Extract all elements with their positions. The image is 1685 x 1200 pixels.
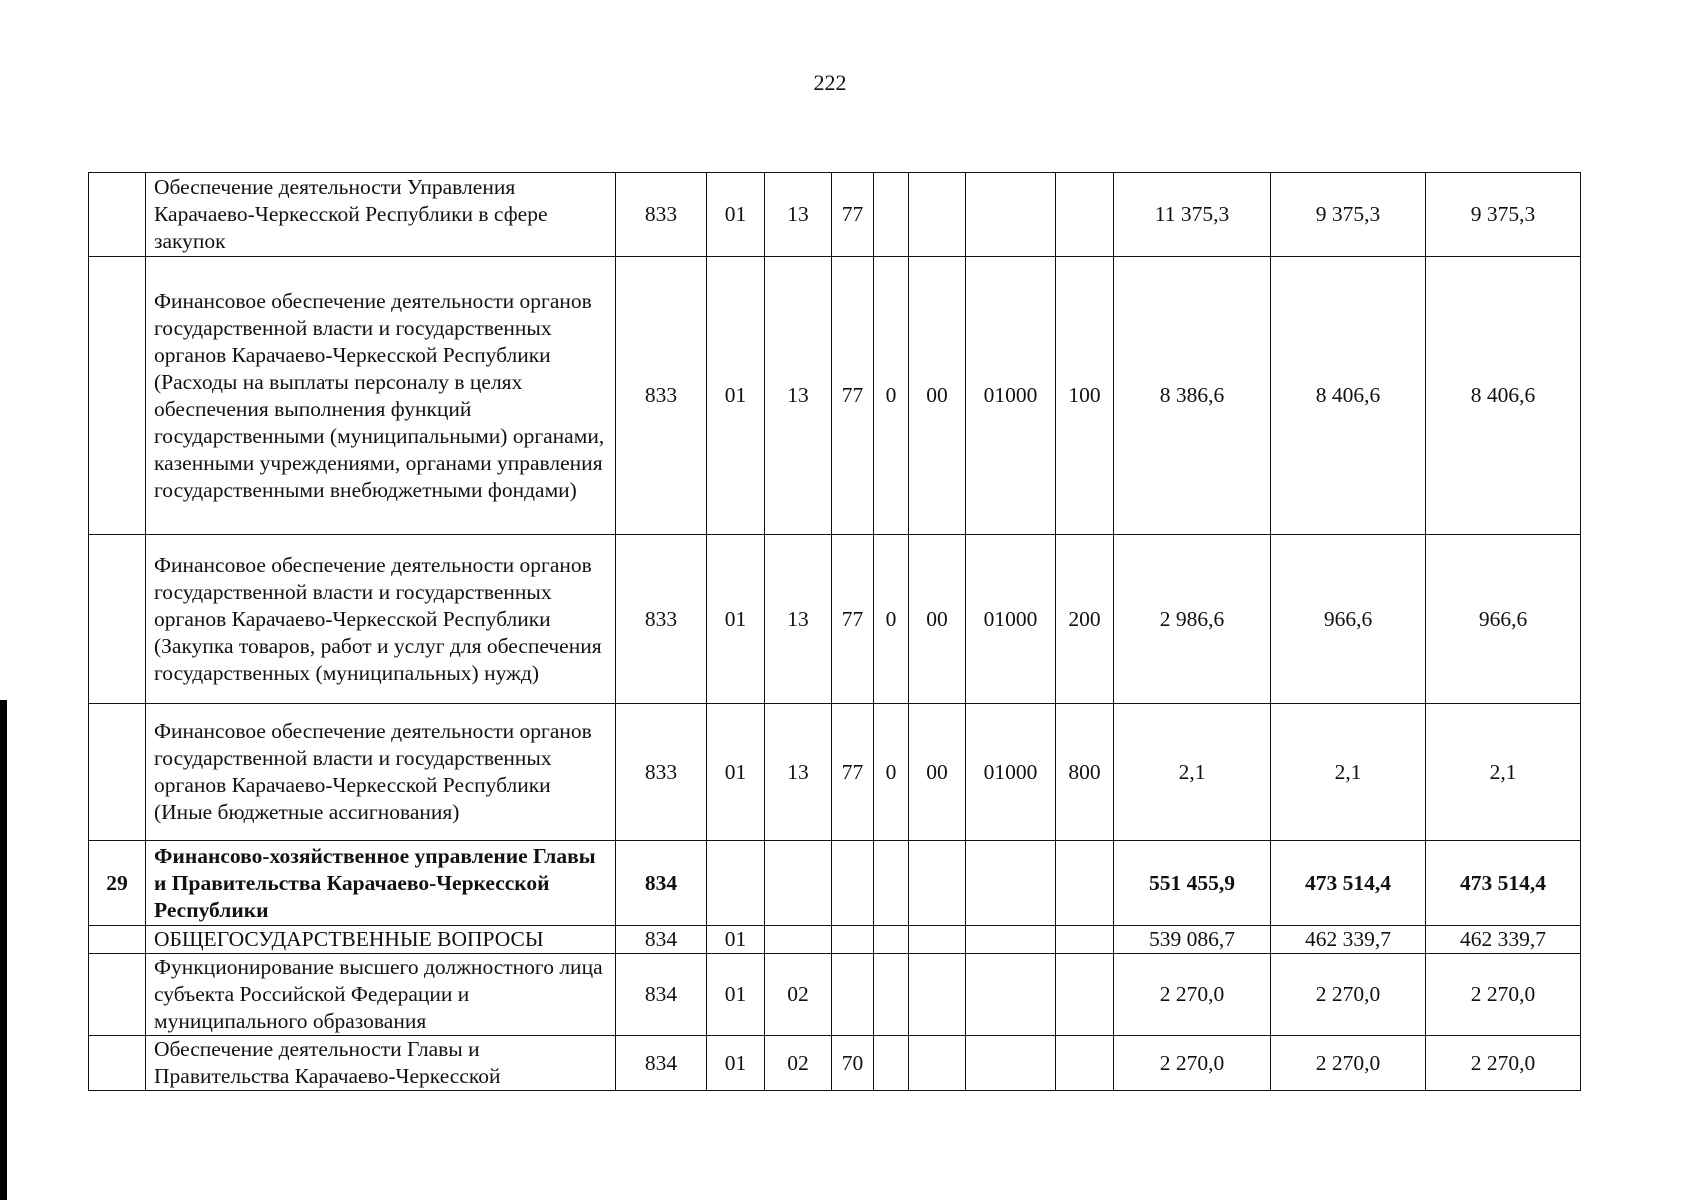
section-code: 01 xyxy=(707,535,765,704)
amount-year-3: 966,6 xyxy=(1426,535,1581,704)
subprogram-code: 0 xyxy=(874,535,909,704)
program-code xyxy=(832,841,874,926)
amount-year-1: 11 375,3 xyxy=(1114,173,1271,257)
row-description: Обеспечение деятельности Главы и Правительства Карачаево-Черкесской xyxy=(146,1036,616,1091)
amount-year-2: 966,6 xyxy=(1271,535,1426,704)
section-code xyxy=(707,841,765,926)
expense-type-code xyxy=(1056,954,1114,1036)
section-code: 01 xyxy=(707,257,765,535)
expense-type-code: 200 xyxy=(1056,535,1114,704)
amount-year-1: 2 270,0 xyxy=(1114,954,1271,1036)
row-number xyxy=(89,926,146,954)
row-number xyxy=(89,704,146,841)
ministry-code: 833 xyxy=(616,257,707,535)
subsection-code: 13 xyxy=(765,535,832,704)
amount-year-1: 2 986,6 xyxy=(1114,535,1271,704)
amount-year-2: 462 339,7 xyxy=(1271,926,1426,954)
direction-code xyxy=(966,841,1056,926)
subprogram-code: 0 xyxy=(874,257,909,535)
row-description: Финансовое обеспечение деятельности органов государственной власти и государственных органов Карачаево-Черкесской Республики (Иные бюджетные ассигнования) xyxy=(146,704,616,841)
direction-code xyxy=(966,1036,1056,1091)
subsection-code xyxy=(765,926,832,954)
table-row xyxy=(89,954,1581,1036)
section-code: 01 xyxy=(707,926,765,954)
section-code: 01 xyxy=(707,1036,765,1091)
subprogram-code xyxy=(874,173,909,257)
table-row xyxy=(89,257,1581,535)
subprogram-code xyxy=(874,954,909,1036)
ministry-code: 834 xyxy=(616,1036,707,1091)
amount-year-3: 2 270,0 xyxy=(1426,1036,1581,1091)
expense-type-code xyxy=(1056,1036,1114,1091)
subsection-code: 02 xyxy=(765,1036,832,1091)
amount-year-3: 2 270,0 xyxy=(1426,954,1581,1036)
expense-type-code: 100 xyxy=(1056,257,1114,535)
row-description: ОБЩЕГОСУДАРСТВЕННЫЕ ВОПРОСЫ xyxy=(146,926,616,954)
amount-year-2: 473 514,4 xyxy=(1271,841,1426,926)
main-activity-code xyxy=(909,841,966,926)
subprogram-code xyxy=(874,841,909,926)
ministry-code: 833 xyxy=(616,173,707,257)
main-activity-code: 00 xyxy=(909,704,966,841)
direction-code xyxy=(966,926,1056,954)
amount-year-1: 551 455,9 xyxy=(1114,841,1271,926)
program-code: 70 xyxy=(832,1036,874,1091)
row-description: Финансовое обеспечение деятельности органов государственной власти и государственных органов Карачаево-Черкесской Республики (Закупка товаров, работ и услуг для обеспечения государственных (муниципальных) нужд) xyxy=(146,535,616,704)
main-activity-code xyxy=(909,173,966,257)
table-row xyxy=(89,926,1581,954)
scan-edge-bar xyxy=(0,700,7,1200)
direction-code: 01000 xyxy=(966,257,1056,535)
row-number xyxy=(89,954,146,1036)
row-number xyxy=(89,173,146,257)
subprogram-code xyxy=(874,926,909,954)
table-row xyxy=(89,173,1581,257)
program-code: 77 xyxy=(832,173,874,257)
section-code: 01 xyxy=(707,954,765,1036)
amount-year-2: 9 375,3 xyxy=(1271,173,1426,257)
row-description: Обеспечение деятельности Управления Карачаево-Черкесской Республики в сфере закупок xyxy=(146,173,616,257)
row-number xyxy=(89,1036,146,1091)
ministry-code: 833 xyxy=(616,535,707,704)
amount-year-2: 2,1 xyxy=(1271,704,1426,841)
ministry-code: 834 xyxy=(616,841,707,926)
table-row xyxy=(89,535,1581,704)
amount-year-2: 2 270,0 xyxy=(1271,954,1426,1036)
amount-year-3: 8 406,6 xyxy=(1426,257,1581,535)
subsection-code: 13 xyxy=(765,257,832,535)
amount-year-1: 2,1 xyxy=(1114,704,1271,841)
row-description: Функционирование высшего должностного лица субъекта Российской Федерации и муниципального образования xyxy=(146,954,616,1036)
program-code: 77 xyxy=(832,704,874,841)
table-row xyxy=(89,704,1581,841)
row-number xyxy=(89,257,146,535)
main-activity-code: 00 xyxy=(909,535,966,704)
row-description: Финансово-хозяйственное управление Главы и Правительства Карачаево-Черкесской Республики xyxy=(146,841,616,926)
ministry-code: 834 xyxy=(616,926,707,954)
table-body xyxy=(89,173,1581,1091)
page-number: 222 xyxy=(813,70,847,95)
subsection-code: 13 xyxy=(765,173,832,257)
direction-code: 01000 xyxy=(966,535,1056,704)
expense-type-code xyxy=(1056,173,1114,257)
amount-year-1: 539 086,7 xyxy=(1114,926,1271,954)
main-activity-code xyxy=(909,1036,966,1091)
amount-year-3: 2,1 xyxy=(1426,704,1581,841)
amount-year-3: 9 375,3 xyxy=(1426,173,1581,257)
subsection-code: 13 xyxy=(765,704,832,841)
expense-type-code: 800 xyxy=(1056,704,1114,841)
program-code xyxy=(832,926,874,954)
row-number xyxy=(89,535,146,704)
section-code: 01 xyxy=(707,704,765,841)
budget-table xyxy=(88,172,1581,1091)
amount-year-2: 2 270,0 xyxy=(1271,1036,1426,1091)
subprogram-code xyxy=(874,1036,909,1091)
subsection-code: 02 xyxy=(765,954,832,1036)
program-code: 77 xyxy=(832,257,874,535)
program-code xyxy=(832,954,874,1036)
section-code: 01 xyxy=(707,173,765,257)
row-number: 29 xyxy=(89,841,146,926)
amount-year-2: 8 406,6 xyxy=(1271,257,1426,535)
amount-year-3: 462 339,7 xyxy=(1426,926,1581,954)
table-row xyxy=(89,841,1581,926)
direction-code xyxy=(966,173,1056,257)
row-description: Финансовое обеспечение деятельности органов государственной власти и государственных органов Карачаево-Черкесской Республики (Расходы на выплаты персоналу в целях обеспечения выполнения функций государственными (муниципальными) органами, казенными учреждениями, органами управления государственными внебюджетными фондами) xyxy=(146,257,616,535)
direction-code xyxy=(966,954,1056,1036)
subsection-code xyxy=(765,841,832,926)
main-activity-code: 00 xyxy=(909,257,966,535)
amount-year-3: 473 514,4 xyxy=(1426,841,1581,926)
main-activity-code xyxy=(909,926,966,954)
expense-type-code xyxy=(1056,926,1114,954)
table-row xyxy=(89,1036,1581,1091)
program-code: 77 xyxy=(832,535,874,704)
amount-year-1: 8 386,6 xyxy=(1114,257,1271,535)
amount-year-1: 2 270,0 xyxy=(1114,1036,1271,1091)
subprogram-code: 0 xyxy=(874,704,909,841)
direction-code: 01000 xyxy=(966,704,1056,841)
expense-type-code xyxy=(1056,841,1114,926)
main-activity-code xyxy=(909,954,966,1036)
ministry-code: 833 xyxy=(616,704,707,841)
ministry-code: 834 xyxy=(616,954,707,1036)
